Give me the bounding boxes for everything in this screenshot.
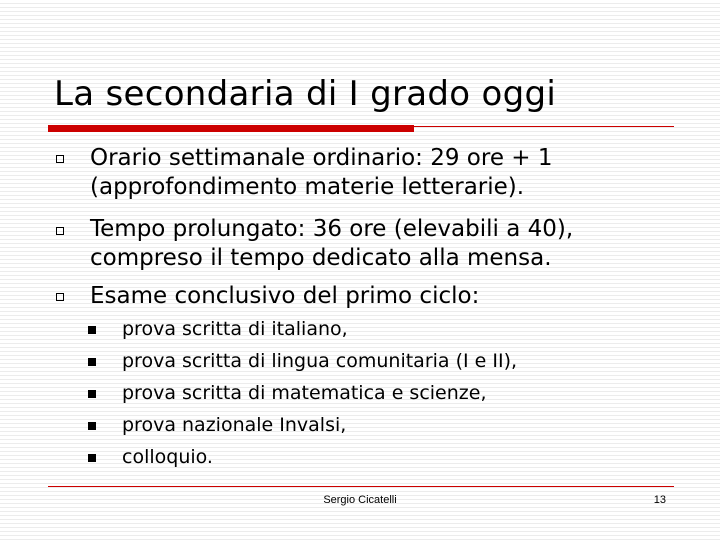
sub-bullet-4: prova nazionale Invalsi, (122, 414, 347, 436)
bullet-1-line-1: Orario settimanale ordinario: 29 ore + 1 (90, 145, 553, 171)
page-number: 13 (653, 494, 666, 506)
sub-bullet-1: prova scritta di italiano, (122, 318, 348, 340)
bullet-1-line-2: (approfondimento materie letterarie). (90, 174, 525, 200)
bullet-3-line-1: Esame conclusivo del primo ciclo: (90, 283, 480, 309)
footer-divider (48, 486, 674, 487)
slide-title: La secondaria di I grado oggi (54, 74, 557, 114)
hollow-square-bullet-icon (56, 227, 64, 235)
sub-bullet-3: prova scritta di matematica e scienze, (122, 382, 487, 404)
filled-square-bullet-icon (88, 422, 96, 430)
filled-square-bullet-icon (88, 358, 96, 366)
hollow-square-bullet-icon (56, 293, 64, 301)
footer-author: Sergio Cicatelli (323, 494, 397, 506)
title-underline-rule (414, 126, 674, 127)
bullet-2-line-1: Tempo prolungato: 36 ore (elevabili a 40), (90, 216, 574, 242)
sub-bullet-2: prova scritta di lingua comunitaria (I e II), (122, 350, 518, 372)
filled-square-bullet-icon (88, 390, 96, 398)
bullet-2-line-2: compreso il tempo dedicato alla mensa. (90, 245, 552, 271)
title-underline-accent (48, 125, 414, 132)
filled-square-bullet-icon (88, 326, 96, 334)
hollow-square-bullet-icon (56, 155, 64, 163)
filled-square-bullet-icon (88, 454, 96, 462)
sub-bullet-5: colloquio. (122, 446, 213, 468)
